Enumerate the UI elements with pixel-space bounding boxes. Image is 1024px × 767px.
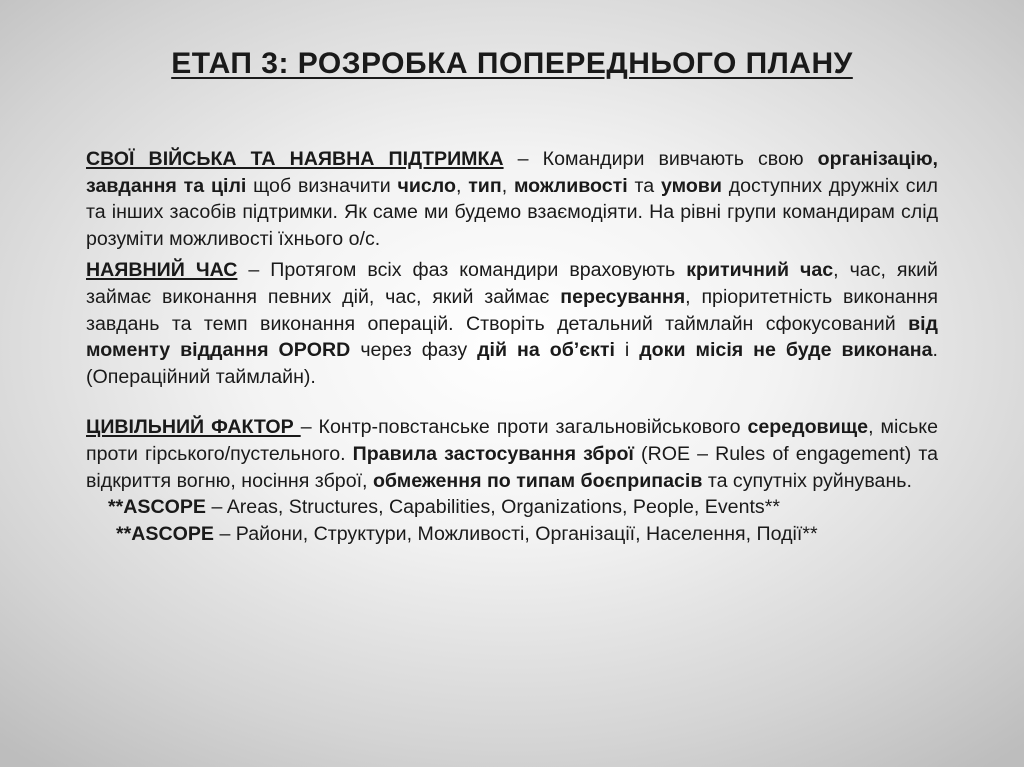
paragraph-available-time bbox=[86, 257, 938, 390]
text-run: , bbox=[455, 174, 469, 197]
text-run: через фазу bbox=[350, 339, 478, 362]
bold-run: обмеження по типам боєприпасів bbox=[372, 469, 703, 492]
text-run: (ROE – Rules of engagement) та відкриття вогню, носіння зброї, bbox=[86, 442, 938, 492]
text-run: – Райони, Структури, Можливості, Організації, Населення, Події** bbox=[214, 522, 818, 545]
bold-run: середовище bbox=[747, 416, 869, 439]
bold-run: умови bbox=[660, 174, 722, 197]
bold-run: Правила застосування зброї bbox=[352, 442, 634, 465]
paragraph-own-forces bbox=[86, 146, 938, 252]
paragraph-civil-factor bbox=[86, 414, 938, 494]
text-run: доступних дружніх сил та інших засобів підтримки. Як саме ми будемо взаємодіяти. На рівні групи командирам слід розуміти можливості їхнього о/с. bbox=[86, 174, 938, 250]
bold-run: від моменту віддання OPORD bbox=[86, 312, 938, 362]
bold-run: пересування bbox=[560, 285, 686, 308]
heading-own-forces: СВОЇ ВІЙСЬКА ТА НАЯВНА ПІДТРИМКА bbox=[86, 148, 504, 170]
text-run: – Протягом всіх фаз командири враховують bbox=[237, 259, 687, 282]
text-run: , пріоритетність виконання завдань та темп виконання операцій. Створіть детальний таймлайн сфокусований bbox=[86, 285, 939, 335]
ascope-label: **ASCOPE bbox=[108, 496, 206, 519]
ascope-label: **ASCOPE bbox=[116, 522, 214, 545]
bold-run: тип bbox=[468, 174, 502, 197]
text-run: і bbox=[614, 339, 640, 362]
bold-run: критичний час bbox=[686, 259, 834, 282]
text-run: – Areas, Structures, Capabilities, Organizations, People, Events** bbox=[206, 496, 780, 519]
slide-title: ЕТАП 3: РОЗРОБКА ПОПЕРЕДНЬОГО ПЛАНУ bbox=[171, 47, 853, 80]
text-run: та bbox=[627, 174, 661, 197]
text-run: – Контр-повстанське проти загальновійськового bbox=[300, 416, 748, 439]
text-run: . (Операційний таймлайн). bbox=[86, 339, 938, 388]
bold-run: можливості bbox=[513, 174, 628, 197]
bold-run: організацію, завдання та цілі bbox=[86, 148, 938, 197]
text-run: – Командири вивчають свою bbox=[503, 148, 818, 170]
text-run: щоб визначити bbox=[246, 174, 398, 197]
bold-run: доки місія не буде виконана bbox=[639, 339, 933, 362]
heading-civil-factor: ЦИВІЛЬНИЙ ФАКТОР bbox=[86, 416, 301, 439]
slide-body bbox=[86, 146, 938, 547]
ascope-english-line bbox=[86, 494, 938, 521]
bold-run: дій на об’єкті bbox=[477, 339, 615, 362]
text-run: , міське проти гірського/пустельного. bbox=[86, 416, 938, 465]
text-run: , час, який займає виконання певних дій, час, який займає bbox=[86, 259, 938, 308]
text-run: та супутніх руйнувань. bbox=[702, 469, 912, 492]
text-run: , bbox=[501, 174, 514, 197]
bold-run: число bbox=[397, 174, 456, 197]
heading-available-time: НАЯВНИЙ ЧАС bbox=[86, 259, 238, 282]
ascope-ukrainian-line bbox=[86, 521, 938, 548]
